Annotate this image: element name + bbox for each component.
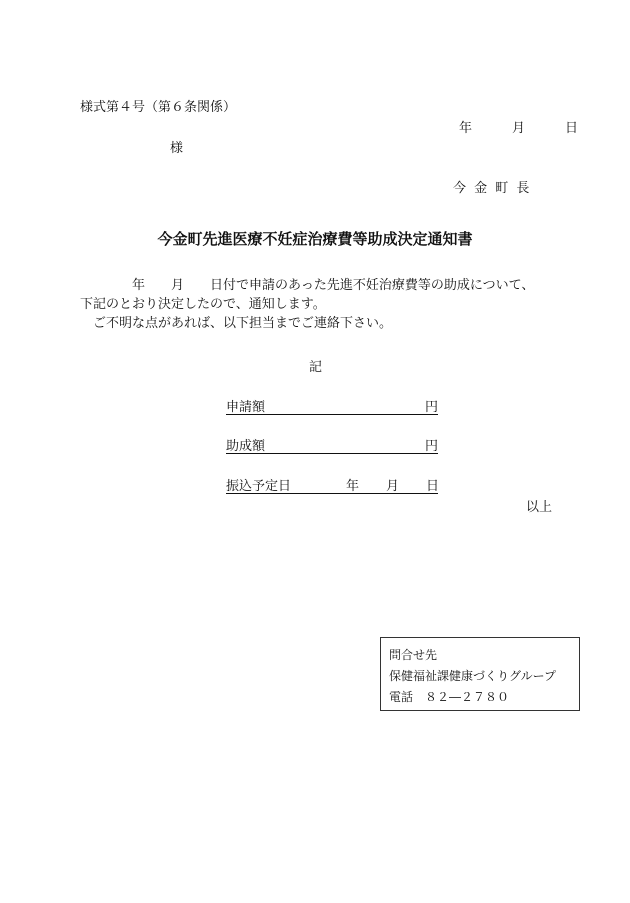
transfer-day: 日 — [426, 479, 440, 494]
transfer-month: 月 — [386, 479, 400, 494]
transfer-year: 年 — [346, 479, 360, 494]
grant-amount-unit: 円 — [424, 439, 438, 454]
body-text — [80, 276, 534, 333]
form-number: 様式第４号（第６条関係） — [80, 100, 237, 115]
application-amount-unit: 円 — [424, 400, 438, 415]
application-amount-label: 申請額 — [226, 400, 266, 415]
contact-heading: 問合せ先 — [389, 648, 438, 662]
document-title: 今金町先進医療不妊症治療費等助成決定通知書 — [157, 230, 473, 248]
date-year: 年 — [459, 121, 473, 136]
ki-heading: 記 — [309, 360, 323, 375]
grant-amount-row — [226, 435, 438, 454]
addressee: 様 — [170, 141, 184, 156]
date-month: 月 — [512, 121, 526, 136]
contact-box — [380, 637, 580, 711]
closing-text: 以上 — [526, 500, 553, 515]
application-amount-row — [226, 396, 438, 415]
body-line-3: ご不明な点があれば、以下担当までご連絡下さい。 — [80, 316, 393, 331]
date-day: 日 — [565, 121, 579, 136]
body-line-2: 下記のとおり決定したので、通知します。 — [80, 297, 326, 312]
body-line-1: 年 月 日付で申請のあった先進不妊治療費等の助成について、 — [80, 278, 535, 293]
contact-phone: 電話 ８２―２７８０ — [389, 690, 510, 704]
transfer-date-label: 振込予定日 — [226, 479, 292, 494]
contact-department: 保健福祉課健康づくりグループ — [389, 669, 557, 683]
grant-amount-label: 助成額 — [226, 439, 266, 454]
issuer: 今 金 町 長 — [453, 181, 532, 196]
transfer-date-row — [226, 475, 438, 494]
issue-date — [459, 117, 578, 136]
